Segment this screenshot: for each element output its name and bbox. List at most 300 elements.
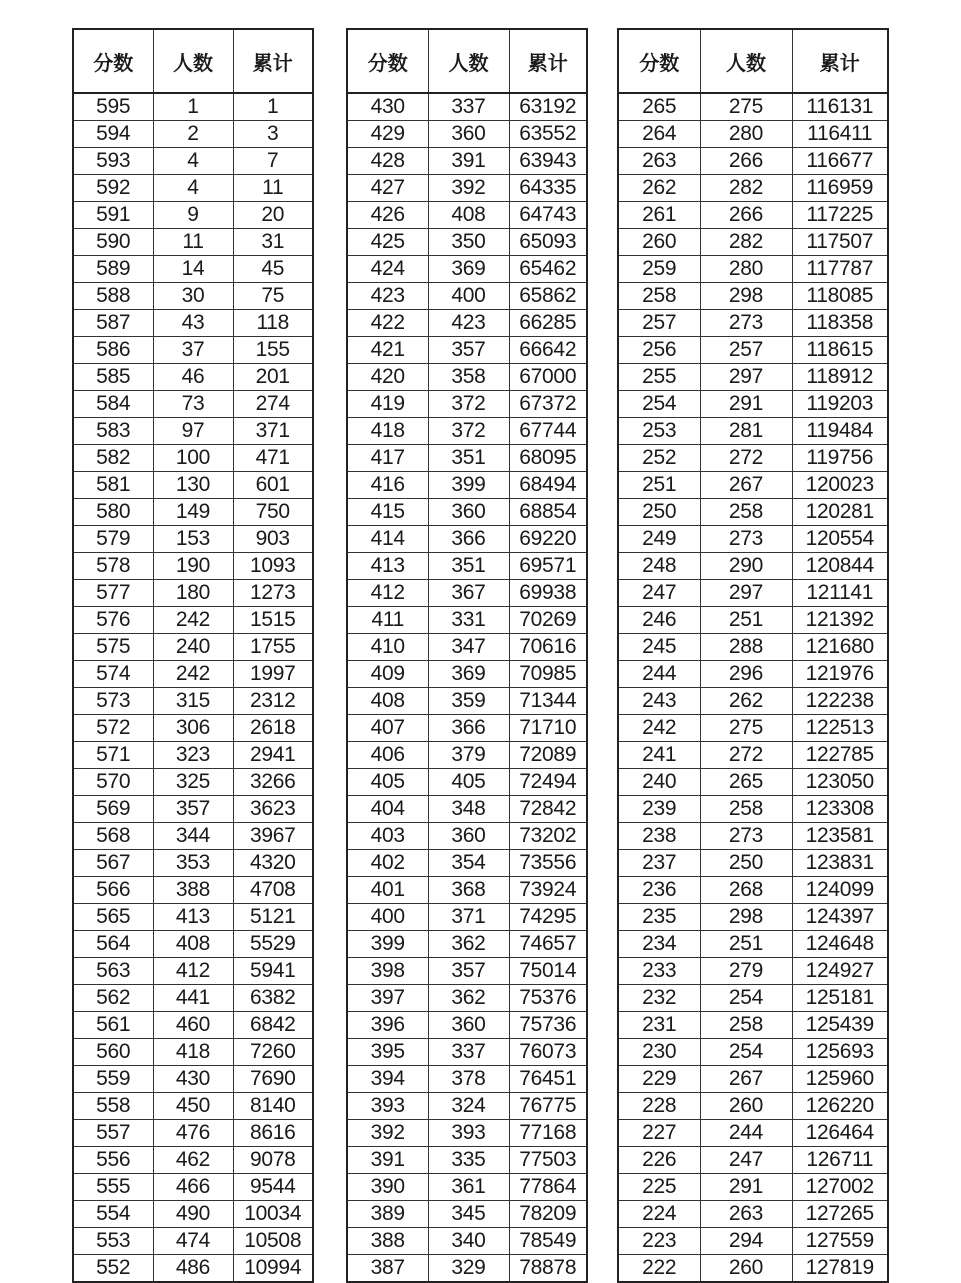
cumulative-cell: 2618: [233, 715, 313, 742]
count-cell: 9: [153, 202, 233, 229]
table-row: [618, 1066, 888, 1093]
cumulative-cell: 1: [233, 93, 313, 121]
cumulative-cell: 116131: [792, 93, 888, 121]
score-cell: 388: [347, 1228, 428, 1255]
count-cell: 345: [428, 1201, 509, 1228]
count-cell: 1: [153, 93, 233, 121]
table-row: [618, 1174, 888, 1201]
cumulative-cell: 78878: [509, 1255, 587, 1283]
table-row: [618, 580, 888, 607]
count-cell: 297: [700, 580, 792, 607]
table-row: [73, 958, 313, 985]
table-row: [73, 1120, 313, 1147]
count-cell: 254: [700, 1039, 792, 1066]
count-cell: 46: [153, 364, 233, 391]
table-row: [73, 580, 313, 607]
count-cell: 344: [153, 823, 233, 850]
count-cell: 306: [153, 715, 233, 742]
table-row: [347, 418, 587, 445]
score-cell: 564: [73, 931, 153, 958]
cumulative-cell: 127559: [792, 1228, 888, 1255]
count-cell: 369: [428, 661, 509, 688]
score-cell: 416: [347, 472, 428, 499]
score-cell: 248: [618, 553, 700, 580]
cumulative-cell: 74295: [509, 904, 587, 931]
count-cell: 242: [153, 607, 233, 634]
count-cell: 486: [153, 1255, 233, 1283]
cumulative-cell: 9544: [233, 1174, 313, 1201]
count-cell: 273: [700, 823, 792, 850]
score-cell: 405: [347, 769, 428, 796]
score-cell: 223: [618, 1228, 700, 1255]
count-cell: 288: [700, 634, 792, 661]
count-cell: 337: [428, 93, 509, 121]
score-cell: 239: [618, 796, 700, 823]
score-cell: 429: [347, 121, 428, 148]
table-row: [347, 175, 587, 202]
table-row: [73, 769, 313, 796]
score-cell: 257: [618, 310, 700, 337]
cumulative-cell: 6842: [233, 1012, 313, 1039]
table-row: [347, 931, 587, 958]
count-cell: 331: [428, 607, 509, 634]
score-cell: 563: [73, 958, 153, 985]
score-cell: 420: [347, 364, 428, 391]
table-row: [73, 688, 313, 715]
score-cell: 252: [618, 445, 700, 472]
table-row: [347, 310, 587, 337]
cumulative-cell: 126464: [792, 1120, 888, 1147]
table-row: [618, 148, 888, 175]
table-row: [73, 742, 313, 769]
score-cell: 588: [73, 283, 153, 310]
count-cell: 379: [428, 742, 509, 769]
count-cell: 262: [700, 688, 792, 715]
score-cell: 231: [618, 1012, 700, 1039]
score-cell: 425: [347, 229, 428, 256]
count-cell: 97: [153, 418, 233, 445]
score-cell: 426: [347, 202, 428, 229]
header-score: 分数: [73, 29, 153, 93]
table-row: [347, 553, 587, 580]
count-cell: 335: [428, 1147, 509, 1174]
count-cell: 296: [700, 661, 792, 688]
cumulative-cell: 4708: [233, 877, 313, 904]
table-row: [618, 688, 888, 715]
table-row: [347, 796, 587, 823]
cumulative-cell: 7690: [233, 1066, 313, 1093]
count-cell: 149: [153, 499, 233, 526]
cumulative-cell: 8140: [233, 1093, 313, 1120]
table-row: [347, 1066, 587, 1093]
score-cell: 421: [347, 337, 428, 364]
count-cell: 263: [700, 1201, 792, 1228]
cumulative-cell: 76451: [509, 1066, 587, 1093]
cumulative-cell: 71710: [509, 715, 587, 742]
cumulative-cell: 274: [233, 391, 313, 418]
table-row: [73, 1255, 313, 1283]
table-row: [347, 1039, 587, 1066]
score-cell: 396: [347, 1012, 428, 1039]
cumulative-cell: 64335: [509, 175, 587, 202]
cumulative-cell: 124397: [792, 904, 888, 931]
cumulative-cell: 119756: [792, 445, 888, 472]
score-cell: 247: [618, 580, 700, 607]
table-row: [347, 877, 587, 904]
table-row: [347, 499, 587, 526]
table-row: [73, 904, 313, 931]
table-row: [347, 1201, 587, 1228]
count-cell: 391: [428, 148, 509, 175]
score-cell: 392: [347, 1120, 428, 1147]
score-cell: 254: [618, 391, 700, 418]
count-cell: 267: [700, 1066, 792, 1093]
count-cell: 388: [153, 877, 233, 904]
score-cell: 225: [618, 1174, 700, 1201]
score-cell: 595: [73, 93, 153, 121]
count-cell: 258: [700, 1012, 792, 1039]
count-cell: 272: [700, 445, 792, 472]
count-cell: 325: [153, 769, 233, 796]
table-row: [347, 391, 587, 418]
table-row: [347, 337, 587, 364]
cumulative-cell: 2941: [233, 742, 313, 769]
score-cell: 394: [347, 1066, 428, 1093]
cumulative-cell: 77168: [509, 1120, 587, 1147]
cumulative-cell: 3967: [233, 823, 313, 850]
count-cell: 2: [153, 121, 233, 148]
table-row: [347, 364, 587, 391]
count-cell: 130: [153, 472, 233, 499]
cumulative-cell: 63192: [509, 93, 587, 121]
score-cell: 591: [73, 202, 153, 229]
table-row: [618, 337, 888, 364]
table-row: [73, 391, 313, 418]
score-cell: 242: [618, 715, 700, 742]
score-cell: 409: [347, 661, 428, 688]
cumulative-cell: 121680: [792, 634, 888, 661]
score-cell: 233: [618, 958, 700, 985]
count-cell: 372: [428, 418, 509, 445]
count-cell: 348: [428, 796, 509, 823]
score-cell: 226: [618, 1147, 700, 1174]
table-row: [347, 202, 587, 229]
count-cell: 297: [700, 364, 792, 391]
table-row: [347, 148, 587, 175]
count-cell: 260: [700, 1093, 792, 1120]
cumulative-cell: 119203: [792, 391, 888, 418]
cumulative-cell: 118912: [792, 364, 888, 391]
count-cell: 275: [700, 715, 792, 742]
table-row: [73, 93, 313, 121]
table-row: [618, 823, 888, 850]
cumulative-cell: 118: [233, 310, 313, 337]
score-table-1: [72, 28, 314, 1283]
score-cell: 387: [347, 1255, 428, 1283]
count-cell: 11: [153, 229, 233, 256]
table-row: [618, 1147, 888, 1174]
cumulative-cell: 5529: [233, 931, 313, 958]
score-cell: 229: [618, 1066, 700, 1093]
count-cell: 366: [428, 526, 509, 553]
cumulative-cell: 1093: [233, 553, 313, 580]
cumulative-cell: 118615: [792, 337, 888, 364]
cumulative-cell: 78549: [509, 1228, 587, 1255]
count-cell: 282: [700, 175, 792, 202]
table-row: [618, 391, 888, 418]
score-cell: 407: [347, 715, 428, 742]
table-row: [618, 742, 888, 769]
cumulative-cell: 3266: [233, 769, 313, 796]
table-row: [618, 499, 888, 526]
score-cell: 428: [347, 148, 428, 175]
count-cell: 357: [153, 796, 233, 823]
count-cell: 244: [700, 1120, 792, 1147]
header-cumulative: 累计: [509, 29, 587, 93]
score-cell: 253: [618, 418, 700, 445]
score-cell: 241: [618, 742, 700, 769]
score-cell: 244: [618, 661, 700, 688]
cumulative-cell: 7: [233, 148, 313, 175]
cumulative-cell: 124648: [792, 931, 888, 958]
score-cell: 393: [347, 1093, 428, 1120]
cumulative-cell: 72842: [509, 796, 587, 823]
table-row: [347, 256, 587, 283]
cumulative-cell: 117225: [792, 202, 888, 229]
cumulative-cell: 127819: [792, 1255, 888, 1283]
table-row: [618, 715, 888, 742]
cumulative-cell: 1755: [233, 634, 313, 661]
table-row: [347, 283, 587, 310]
score-cell: 230: [618, 1039, 700, 1066]
table-row: [618, 1201, 888, 1228]
cumulative-cell: 126220: [792, 1093, 888, 1120]
count-cell: 418: [153, 1039, 233, 1066]
cumulative-cell: 122513: [792, 715, 888, 742]
score-cell: 401: [347, 877, 428, 904]
cumulative-cell: 11: [233, 175, 313, 202]
count-cell: 280: [700, 256, 792, 283]
table-row: [73, 472, 313, 499]
cumulative-cell: 76775: [509, 1093, 587, 1120]
count-cell: 408: [153, 931, 233, 958]
table-row: [618, 877, 888, 904]
table-row: [73, 661, 313, 688]
table-row: [73, 229, 313, 256]
cumulative-cell: 121392: [792, 607, 888, 634]
score-cell: 227: [618, 1120, 700, 1147]
score-cell: 424: [347, 256, 428, 283]
count-cell: 358: [428, 364, 509, 391]
score-cell: 258: [618, 283, 700, 310]
cumulative-cell: 75736: [509, 1012, 587, 1039]
table-row: [73, 1228, 313, 1255]
score-cell: 570: [73, 769, 153, 796]
count-cell: 247: [700, 1147, 792, 1174]
table-row: [618, 310, 888, 337]
score-cell: 594: [73, 121, 153, 148]
count-cell: 368: [428, 877, 509, 904]
table-row: [347, 1228, 587, 1255]
score-cell: 262: [618, 175, 700, 202]
header-count: 人数: [428, 29, 509, 93]
count-cell: 273: [700, 526, 792, 553]
score-cell: 587: [73, 310, 153, 337]
count-cell: 408: [428, 202, 509, 229]
header-score: 分数: [347, 29, 428, 93]
score-cell: 406: [347, 742, 428, 769]
table-row: [618, 445, 888, 472]
table-row: [73, 823, 313, 850]
score-cell: 552: [73, 1255, 153, 1283]
table-row: [73, 1147, 313, 1174]
count-cell: 275: [700, 93, 792, 121]
table-row: [347, 1120, 587, 1147]
cumulative-cell: 68095: [509, 445, 587, 472]
table-row: [73, 418, 313, 445]
count-cell: 366: [428, 715, 509, 742]
count-cell: 251: [700, 607, 792, 634]
table-row: [618, 229, 888, 256]
count-cell: 266: [700, 202, 792, 229]
count-cell: 329: [428, 1255, 509, 1283]
score-cell: 557: [73, 1120, 153, 1147]
table-row: [618, 256, 888, 283]
count-cell: 153: [153, 526, 233, 553]
header-cumulative: 累计: [792, 29, 888, 93]
cumulative-cell: 124099: [792, 877, 888, 904]
score-cell: 578: [73, 553, 153, 580]
header-row: [73, 29, 313, 93]
table-row: [73, 310, 313, 337]
score-cell: 592: [73, 175, 153, 202]
score-cell: 561: [73, 1012, 153, 1039]
table-row: [73, 985, 313, 1012]
cumulative-cell: 122785: [792, 742, 888, 769]
table-row: [618, 850, 888, 877]
cumulative-cell: 123050: [792, 769, 888, 796]
score-cell: 389: [347, 1201, 428, 1228]
count-cell: 441: [153, 985, 233, 1012]
count-cell: 190: [153, 553, 233, 580]
count-cell: 360: [428, 121, 509, 148]
score-cell: 585: [73, 364, 153, 391]
table-row: [73, 364, 313, 391]
cumulative-cell: 126711: [792, 1147, 888, 1174]
score-cell: 553: [73, 1228, 153, 1255]
score-cell: 391: [347, 1147, 428, 1174]
count-cell: 298: [700, 283, 792, 310]
score-cell: 579: [73, 526, 153, 553]
cumulative-cell: 70616: [509, 634, 587, 661]
table-row: [73, 607, 313, 634]
table-row: [347, 1255, 587, 1283]
count-cell: 362: [428, 985, 509, 1012]
count-cell: 257: [700, 337, 792, 364]
score-cell: 575: [73, 634, 153, 661]
table-row: [618, 796, 888, 823]
count-cell: 360: [428, 1012, 509, 1039]
score-cell: 250: [618, 499, 700, 526]
cumulative-cell: 127002: [792, 1174, 888, 1201]
cumulative-cell: 5121: [233, 904, 313, 931]
header-row: [347, 29, 587, 93]
score-cell: 556: [73, 1147, 153, 1174]
score-cell: 573: [73, 688, 153, 715]
cumulative-cell: 124927: [792, 958, 888, 985]
count-cell: 266: [700, 148, 792, 175]
score-cell: 566: [73, 877, 153, 904]
table-row: [73, 1039, 313, 1066]
table-row: [618, 472, 888, 499]
table-row: [618, 661, 888, 688]
count-cell: 281: [700, 418, 792, 445]
score-cell: 237: [618, 850, 700, 877]
table-row: [73, 931, 313, 958]
table-row: [618, 526, 888, 553]
table-row: [347, 688, 587, 715]
count-cell: 351: [428, 445, 509, 472]
score-cell: 224: [618, 1201, 700, 1228]
cumulative-cell: 123308: [792, 796, 888, 823]
count-cell: 357: [428, 337, 509, 364]
table-row: [347, 1147, 587, 1174]
count-cell: 367: [428, 580, 509, 607]
score-cell: 423: [347, 283, 428, 310]
score-table-2: [346, 28, 588, 1283]
count-cell: 360: [428, 499, 509, 526]
cumulative-cell: 75: [233, 283, 313, 310]
table-row: [347, 229, 587, 256]
score-cell: 397: [347, 985, 428, 1012]
score-cell: 593: [73, 148, 153, 175]
score-cell: 402: [347, 850, 428, 877]
score-cell: 245: [618, 634, 700, 661]
score-cell: 565: [73, 904, 153, 931]
count-cell: 340: [428, 1228, 509, 1255]
score-cell: 246: [618, 607, 700, 634]
score-cell: 560: [73, 1039, 153, 1066]
table-row: [73, 445, 313, 472]
score-cell: 411: [347, 607, 428, 634]
count-cell: 30: [153, 283, 233, 310]
table-row: [347, 661, 587, 688]
count-cell: 251: [700, 931, 792, 958]
count-cell: 413: [153, 904, 233, 931]
cumulative-cell: 127265: [792, 1201, 888, 1228]
cumulative-cell: 118358: [792, 310, 888, 337]
score-cell: 260: [618, 229, 700, 256]
count-cell: 294: [700, 1228, 792, 1255]
cumulative-cell: 119484: [792, 418, 888, 445]
score-cell: 558: [73, 1093, 153, 1120]
cumulative-cell: 155: [233, 337, 313, 364]
cumulative-cell: 75376: [509, 985, 587, 1012]
score-cell: 422: [347, 310, 428, 337]
count-cell: 460: [153, 1012, 233, 1039]
count-cell: 430: [153, 1066, 233, 1093]
cumulative-cell: 6382: [233, 985, 313, 1012]
score-cell: 554: [73, 1201, 153, 1228]
table-row: [347, 1093, 587, 1120]
count-cell: 4: [153, 175, 233, 202]
cumulative-cell: 10034: [233, 1201, 313, 1228]
table-row: [347, 445, 587, 472]
table-row: [347, 121, 587, 148]
count-cell: 361: [428, 1174, 509, 1201]
count-cell: 250: [700, 850, 792, 877]
table-row: [618, 1228, 888, 1255]
